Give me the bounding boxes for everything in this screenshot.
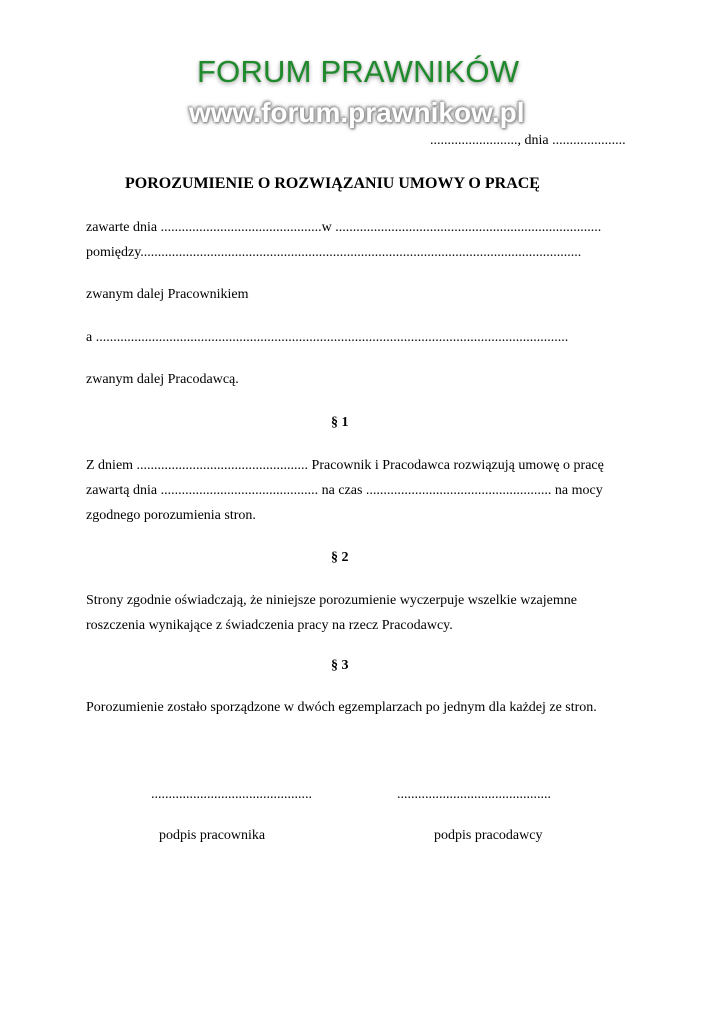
section-heading: § 2 bbox=[331, 550, 349, 565]
section-line: zawartą dnia ............................................. na czas ..................................................... na mocy bbox=[86, 483, 603, 498]
employer-signature-line: ............................................ bbox=[397, 787, 551, 802]
place-date-line: ........................., dnia ..................... bbox=[430, 133, 626, 148]
parties-line: pomiędzy.............................................................................................................................. bbox=[86, 245, 582, 260]
document-title: POROZUMIENIE O ROZWIĄZANIU UMOWY O PRACĘ bbox=[125, 175, 540, 192]
agreement-date-line: zawarte dnia ..............................................w ............................................................................ bbox=[86, 220, 602, 235]
section-line: Strony zgodnie oświadczają, że niniejsze porozumienie wyczerpuje wszelkie wzajemne bbox=[86, 593, 577, 608]
employer-signature-label: podpis pracodawcy bbox=[434, 828, 543, 843]
section-line: zgodnego porozumienia stron. bbox=[86, 508, 256, 523]
section-line: roszczenia wynikające z świadczenia pracy na rzecz Pracodawcy. bbox=[86, 618, 453, 633]
employer-designation: zwanym dalej Pracodawcą. bbox=[86, 372, 239, 387]
section-line: Z dniem ................................................. Pracownik i Pracodawca rozwiązują umowę o pracę bbox=[86, 458, 604, 473]
employee-designation: zwanym dalej Pracownikiem bbox=[86, 287, 249, 302]
employee-signature-label: podpis pracownika bbox=[159, 828, 266, 843]
section-heading: § 1 bbox=[331, 415, 349, 430]
section-line: Porozumienie zostało sporządzone w dwóch egzemplarzach po jednym dla każdej ze stron. bbox=[86, 700, 597, 715]
employer-line: a ....................................................................................................................................... bbox=[86, 330, 569, 345]
employee-signature-line: .............................................. bbox=[151, 787, 312, 802]
logo-url: www.forum.prawnikow.pl bbox=[189, 97, 525, 128]
section-heading: § 3 bbox=[331, 658, 349, 673]
logo-title: FORUM PRAWNIKÓW bbox=[197, 54, 520, 89]
